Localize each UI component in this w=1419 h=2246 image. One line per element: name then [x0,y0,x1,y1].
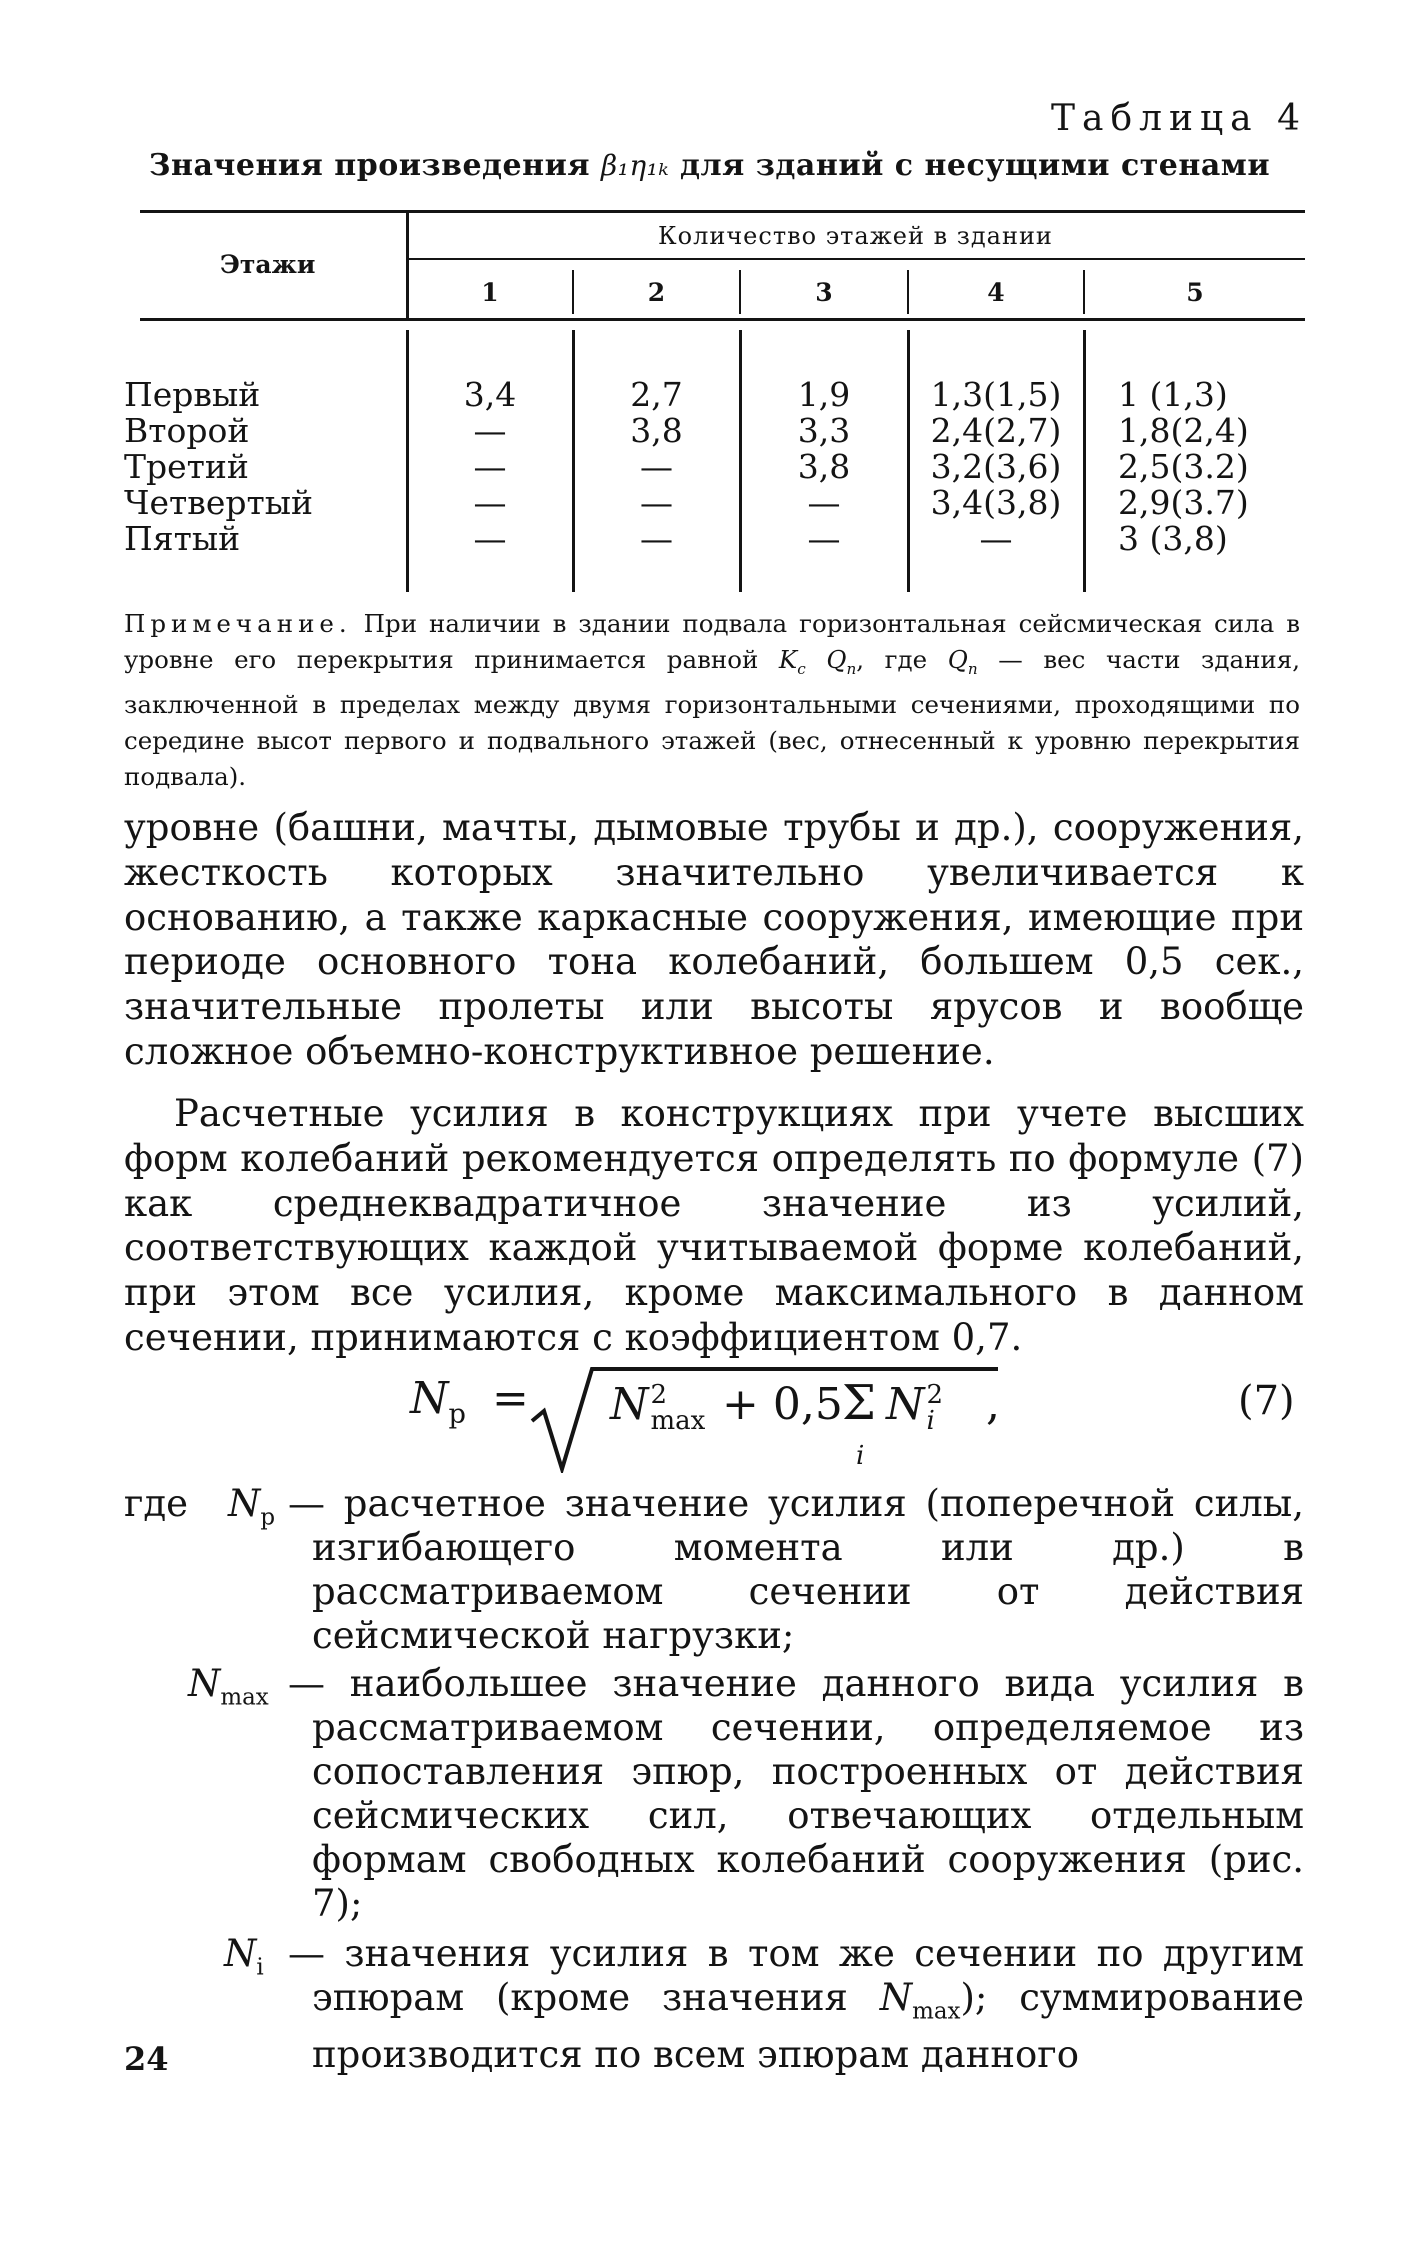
table-cell: 2,7 [630,375,683,414]
definition-text-part: — значения усилия в том же сечении по другим эпюрам (кроме значения [288,1932,1304,2019]
note-symbol: Q [805,645,847,674]
page-number: 24 [124,2040,169,2078]
definition-text: — расчетное значение усилия (поперечной силы, изгибающего момента или др.) в рассматриваемом сечении от действия сейсмической нагрузки; [288,1482,1304,1657]
table-cell: — [640,447,673,486]
definition-text: — наибольшее значение данного вида усилия в рассматриваемом сечении, определяемое из сопоставления эпюр, построенных от действия сейсмических сил, отвечающих отдельным формам свободных колебаний сооружения (рис. 7); [288,1662,1304,1925]
table-cell: 3,8 [797,447,851,486]
formula-plus: + 0,5 [722,1379,843,1430]
table-top-rule [140,210,1305,213]
equation-number: (7) [1238,1378,1295,1424]
table-cell: 3,4 [463,375,517,414]
column-header: 5 [1186,278,1204,307]
header-group: Количество этажей в здании [658,222,1053,250]
row-label: Третий [124,447,249,486]
column-header: 1 [481,278,499,307]
table-cell: — [640,519,673,558]
paragraph-text: уровне (башни, мачты, дымовые трубы и др.), сооружения, жесткость которых значительно увеличивается к основанию, а также каркасные сооружения, имеющие при периоде основного тона колебаний, большем 0,5 сек., значительные пролеты или высоты ярусов и вообще сложное объемно-конструктивное решение. [124,806,1304,1073]
paragraph-text: Расчетные усилия в конструкциях при учете высших форм колебаний рекомендуется определять по формуле (7) как среднеквадратичное значение из усилий, соответствующих каждой учитываемой форме колебаний, при этом все усилия, кроме максимального в данном сечении, принимаются с коэффициентом 0,7. [124,1092,1304,1359]
note-text: При наличии в здании подвала горизонтальная сейсмическая сила в уровне его перекрытия принимается равной [124,609,1300,674]
definition-symbol: N [228,1482,261,1525]
header-rows: Этажи [220,250,316,279]
table-cell: — [473,519,507,558]
table-cell: 2,9(3.7) [1118,483,1249,522]
note-text: , где [856,645,948,674]
table-note [124,606,1300,795]
definition-text [288,1932,1304,2077]
row-label: Пятый [124,519,241,558]
header-bottom-rule [140,318,1305,321]
note-subscript: п [967,659,978,678]
row-label: Четвертый [124,483,314,522]
definitions [124,1482,1304,2077]
definition-inline-symbol: N [879,1976,913,2019]
formula-term2: N [886,1379,925,1430]
table-cell: — [473,447,507,486]
table-cell: 3,8 [630,411,683,450]
definition-item [124,1482,1304,1662]
table-cell: — [473,483,507,522]
formula-term1-sub: max [650,1405,706,1436]
column-header: 4 [987,278,1005,307]
table-cell: — [979,519,1013,558]
table-cell: 2,5(3.2) [1118,447,1249,486]
table-cell: 1,9 [797,375,851,414]
header-group-rule [406,258,1305,260]
formula-sigma-sub: i [856,1441,865,1471]
formula-lhs: N [410,1373,449,1424]
table-cell: 2,4(2,7) [930,411,1062,450]
formula-term2-sub: i [926,1405,935,1436]
formula-comma: , [986,1379,1000,1430]
table-caption [0,148,1419,183]
definition-subscript: р [260,1504,276,1531]
formula-sigma: Σ [842,1375,876,1431]
table-cell: — [473,411,507,450]
definition-item [124,1662,1304,1932]
formula-equals: = [492,1373,529,1424]
table-cell: 1,8(2,4) [1118,411,1249,450]
note-subscript: п [846,659,857,678]
note-symbol: K [778,645,798,674]
caption-symbol: β₁η₁ₖ [600,149,670,182]
note-text: — вес части здания, заключенной в пределах между двумя горизонтальными сечениями, проходящими по середине высот первого и подвального этажей (вес, отнесенный к уровню перекрытия подвала). [124,645,1301,791]
table-cell: — [807,483,841,522]
definition-symbol: N [188,1662,221,1705]
table-cell: 1 (1,3) [1118,375,1228,414]
note-symbol: Q [947,645,968,674]
formula-term1: N [610,1379,649,1430]
table-cell: 3,3 [797,411,851,450]
note-subscript: c [797,659,806,678]
definition-item [124,1932,1304,2077]
column-rule [1083,330,1086,592]
table-cell: 3 (3,8) [1118,519,1228,558]
table-cell: 1,3(1,5) [930,375,1062,414]
table-cell: 3,2(3,6) [930,447,1062,486]
formula-term2-sup: 2 [926,1379,944,1410]
definition-subscript: i [256,1954,264,1981]
table-cell: — [640,483,673,522]
definition-inline-subscript: max [912,1998,961,2025]
definition-text-part: ); суммирование производится по всем эпюрам данного [312,1976,1304,2077]
definition-symbol: N [224,1932,257,1975]
table-cell: 3,4(3,8) [930,483,1062,522]
column-header: 3 [815,278,833,307]
table-label: Таблица 4 [1051,98,1307,139]
row-label: Второй [124,411,250,450]
body-paragraph-2 [124,1092,1304,1361]
caption-text-after: для зданий с несущими стенами [669,148,1271,183]
definition-subscript: max [220,1684,269,1711]
formula-7 [410,1365,1010,1475]
note-title: Примечание. [124,609,352,638]
column-header: 2 [647,278,666,307]
body-paragraph-1 [124,806,1304,1075]
formula-lhs-sub: р [448,1398,466,1430]
caption-text-before: Значения произведения [148,148,601,183]
row-label: Первый [124,375,261,414]
formula-term1-sup: 2 [650,1379,668,1410]
table-cell: — [807,519,841,558]
where-label: где [124,1482,189,1525]
